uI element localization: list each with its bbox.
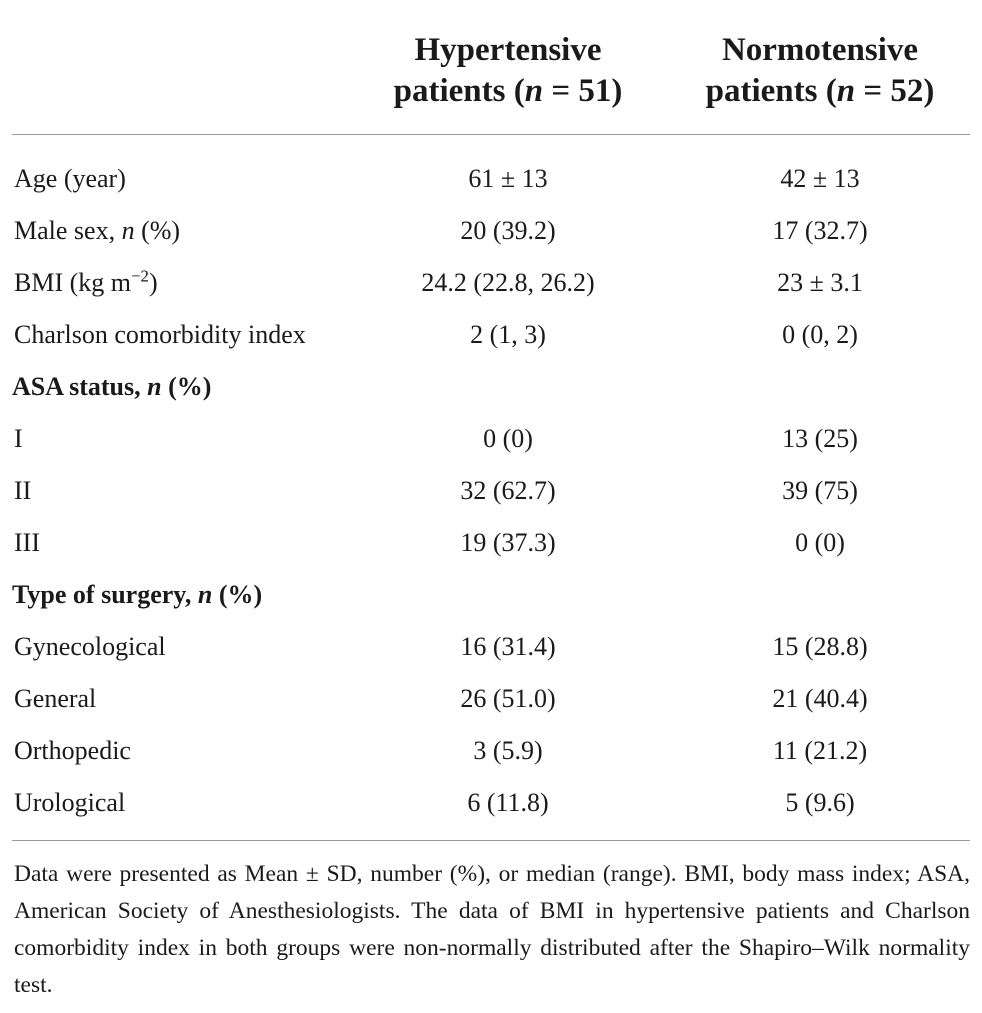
table-row [12, 465, 970, 517]
table-row [12, 517, 970, 569]
row-label: Charlson comorbidity index [14, 320, 306, 349]
table-body [12, 135, 970, 829]
row-label: III [14, 528, 40, 557]
row-label: Orthopedic [14, 736, 131, 765]
row-label: Male sex, n (%) [14, 216, 181, 245]
table-row [12, 257, 970, 309]
column-header-normotensive [680, 30, 960, 112]
table-header [12, 0, 970, 135]
hypertensive-value: 19 (37.3) [460, 528, 556, 557]
table-bottom-divider [12, 840, 970, 841]
section-label: Type of surgery, n (%) [12, 580, 263, 609]
row-label: II [14, 476, 32, 505]
table-row [12, 673, 970, 725]
hypertensive-value: 3 (5.9) [473, 736, 543, 765]
demographics-table [12, 0, 970, 998]
section-header-asa-status [12, 361, 970, 413]
normotensive-value: 0 (0) [795, 528, 845, 557]
hypertensive-value: 24.2 (22.8, 26.2) [421, 268, 595, 297]
normotensive-value: 13 (25) [782, 424, 858, 453]
hypertensive-value: 2 (1, 3) [470, 320, 546, 349]
hypertensive-value: 6 (11.8) [467, 788, 549, 817]
column-header-normotensive-line2: patients (n = 52) [705, 73, 935, 109]
hypertensive-value: 20 (39.2) [460, 216, 556, 245]
table-footnote: Data were presented as Mean ± SD, number (%), or median (range). BMI, body mass index; ASA, American Society of Anesthesiologists. The data of BMI in hypertensive patients and Charlson comorbidity index in both groups were non-normally distributed after the Shapiro–Wilk normality test. [14, 861, 970, 998]
row-label: Urological [14, 788, 126, 817]
normotensive-value: 17 (32.7) [772, 216, 868, 245]
normotensive-value: 21 (40.4) [772, 684, 868, 713]
row-label: General [14, 684, 97, 713]
normotensive-value: 23 ± 3.1 [777, 268, 863, 297]
hypertensive-value: 0 (0) [483, 424, 533, 453]
table-row [12, 725, 970, 777]
row-label: Age (year) [14, 164, 126, 193]
normotensive-value: 42 ± 13 [780, 164, 860, 193]
section-label: ASA status, n (%) [12, 372, 212, 401]
normotensive-value: 11 (21.2) [772, 736, 868, 765]
section-header-type-of-surgery [12, 569, 970, 621]
column-header-hypertensive [368, 30, 648, 112]
normotensive-value: 5 (9.6) [785, 788, 855, 817]
column-header-hypertensive-line1: Hypertensive [414, 32, 602, 68]
hypertensive-value: 61 ± 13 [468, 164, 548, 193]
table-row [12, 413, 970, 465]
normotensive-value: 15 (28.8) [772, 632, 868, 661]
row-label: I [14, 424, 23, 453]
table-row [12, 205, 970, 257]
row-label: BMI (kg $m^{-2}$) [14, 266, 158, 297]
table-row [12, 777, 970, 829]
hypertensive-value: 32 (62.7) [460, 476, 556, 505]
column-header-hypertensive-line2: patients (n = 51) [393, 73, 623, 109]
table-row [12, 153, 970, 205]
normotensive-value: 0 (0, 2) [782, 320, 858, 349]
normotensive-value: 39 (75) [782, 476, 858, 505]
table-row [12, 309, 970, 361]
hypertensive-value: 26 (51.0) [460, 684, 556, 713]
table-row [12, 621, 970, 673]
column-header-normotensive-line1: Normotensive [721, 32, 919, 68]
row-label: Gynecological [14, 632, 166, 661]
hypertensive-value: 16 (31.4) [460, 632, 556, 661]
